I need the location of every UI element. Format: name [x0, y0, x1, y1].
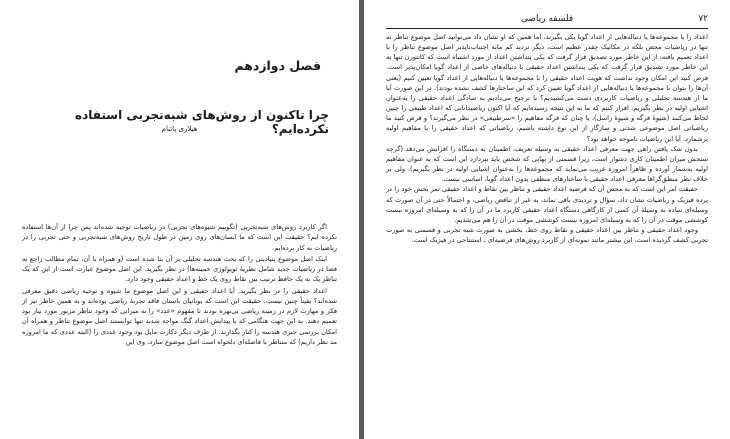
right-page	[364, 0, 730, 439]
right-body-text	[386, 32, 708, 245]
paragraph: اینک اصل موضوع بنیادینی را که بحث هندسه تحلیلی بر آن بنا شده است (و همراه با آن، تمام مطالب راجع به فضا در ریاضیات جدید شامل نظریهٔ توپولوژی خمینه‌ها) در نظر بگیرید. این اصل موضوع عبارت است از این که یک تناظر یک به یک حافظ ترتیب بین نقاط روی یک خط و اعداد حقیقی وجود دارد.	[22, 254, 337, 284]
page-number: ۷۲	[698, 14, 708, 24]
paragraph: اعداد حقیقی را در نظر بگیرید. آیا اعداد حقیقی و این اصل موضوع ما شیوه و توجیه ریاضی دقیق معرفی شده‌اند؟ یقیناً چنین نیست. حقیقت این است که یونانیان باستان فاقد تجربهٔ ریاضی بوده‌اند و به همین خاطر نیز از فکر و مهارت لازم در زمینه ریاضی بی‌بهره بودند تا مفهوم «عدد» را به میزانی که وجود تناظر مزبور مورد نیاز بود تعمیم دهند. به این جهت هنگامی که با پیدایش اعداد گنگ مواجه شدند تنها توانستند اصل موضوع تناظر و همراه آن امکان بررسی جبری هندسه را کنار بگذارند. از طرف دیگر دکارت مایل بود وجود عددی را (البته عددی که ما امروزه مد نظر داریم) که متناظر با فاصله‌ای دلخواه است اصل موضوع سازد. وی این	[22, 286, 337, 346]
section-title: چرا تاکنون از روش‌های شبه‌تجربی استفاده نکرده‌ایم؟	[75, 108, 329, 136]
paragraph: اگر کاربرد روش‌های شبه‌تجربی (نگوییم شیوه‌های تجربی) در ریاضیات توجیه شده‌اند پس چرا از آن‌ها استفاده نکرده ایم؟ حقیقت این است که ما انسان‌های روی زمین در طول تاریخ روش‌های شبه‌تجربی و حتی تجربی را در ریاضیات به کار برده‌ایم.	[22, 223, 337, 252]
paragraph: حقیقت امر این است که به محض آن که فرضیه اعداد حقیقی و تناظر بین نقاط و اعداد حقیقی ثمر بخش خود را در پرده فیزیک و ریاضیات نشان داد، سؤال و تردیدی باقی نماند، به غیر از تناقض ریاضی، و احتمالاً حتی در آن صورت که وسیله‌ای ساده به وسیلهٔ آن کسی از کارگاهی دستگاه اعداد حقیقی کاربرد ما در آن را که به وسیله‌ای امروزه نیست کوششی موقت در آن را که به وسیله‌ای امروزه نیست کوششی موقت در آن را هم می‌شدیم.	[386, 185, 708, 224]
left-page	[0, 0, 359, 439]
left-body-text	[22, 222, 337, 347]
running-header	[386, 13, 708, 25]
chapter-heading: فصل دوازدهم	[234, 58, 321, 73]
running-title: فلسفه ریاضی	[520, 14, 574, 24]
header-rule	[386, 28, 708, 29]
author-name: هیلاری پاتنام	[161, 125, 198, 133]
paragraph: وجود اعداد حقیقی و تناظر بین اعداد حقیقی و نقاط روی خط، بخشی به صورت شبه تجربی و قسمتی به صورت تجربی کشف گردیده است. این بیشتر مانند نمونه‌ای از کاربرد روش‌های فرضیه‌ای ـ استنتاجی در فیزیک است.	[386, 225, 708, 245]
paragraph: بدون شک یافتن راهی جهت معرفی اعداد حقیقی به وسیله تعریف، اطمینان به دستگاه را افزایش می‌دهد (گرچه سنجش میزان اطمینان کاری دشوار است، زیرا قسمتی از بهایی که شخص باید بپردازد این است که به عنوان مفاهیم اولیه به‌شمار آورده و ظاهراً امروزه غریب می‌نماید که مجموعه‌ها را به‌عنوان اشیایی اولیه در نظر بگیریم). ولی بر خلاف نظر منطق‌گراها معرفی اعداد حقیقی با ساختارهای منطقی بدون اعداد گویا، اساسی نیست.	[386, 144, 708, 184]
paragraph: اعداد را با مجموعه‌ها یا دنباله‌هایی از اعداد گویا یکی بگیرند. اما همین که او نشان داد می‌توانید اصل موضوع تناظر نه تنها در ریاضیات محض بلکه در مکانیک چقدر عظیم است، دیگر تردید کم مایه اجتناب‌ناپذیر اصل موضوع تناظر را با اعداد تعمیم یافته، از این خاطر مورد تصدیق قرار گرفت که یکی پنداشتن اعداد از مورد اشتباه است که کانتورن تنها به این خاطر مورد تصدیق قرار گرفت که یکی پنداشتن اعداد حقیقی با دنباله‌های خاصی از اعداد گویا امکان‌پذیر است. فرض کنید این امکان وجود نداشت که هویت اعداد حقیقی را با مجموعه‌ها یا دنباله‌هایی از اعداد گویا تعیین کنیم (یعنی آن‌ها را بتوان با مجموعه‌ها یا دنباله‌هایی از اعداد گویا تعیین کرد که این ساختارها کشف نشده بودند). در این صورت آیا ما از هندسه تحلیلی و ریاضیات کاربردی دست می‌کشیدیم؟ یا ترجیح می‌دادیم به سادگی اعداد حقیقی را به‌عنوان اشیایی اولیه در نظر بگیریم، اقرار کنیم که ما به این نتیجه رسیده‌ایم که آیا اکنون ریاضیدانانی که اعداد طبیعی را چنین لحاظ می‌کنند (شیوهٔ فرگه و شیوهٔ راسل)، یا چنان که فرگه مفاهیم را «سرطبیعی» در نظر می‌گیرند؟ و فرض کنید ما ریاضیاتی اصل موضوعی شدتی و سازگار از این نوع داشته باشیم، ریاضیاتی که اعداد حقیقی را با مفاهیم اولیه برشمارد. آیا این ریاضیات ناموجه خواهد بود؟	[386, 33, 708, 143]
